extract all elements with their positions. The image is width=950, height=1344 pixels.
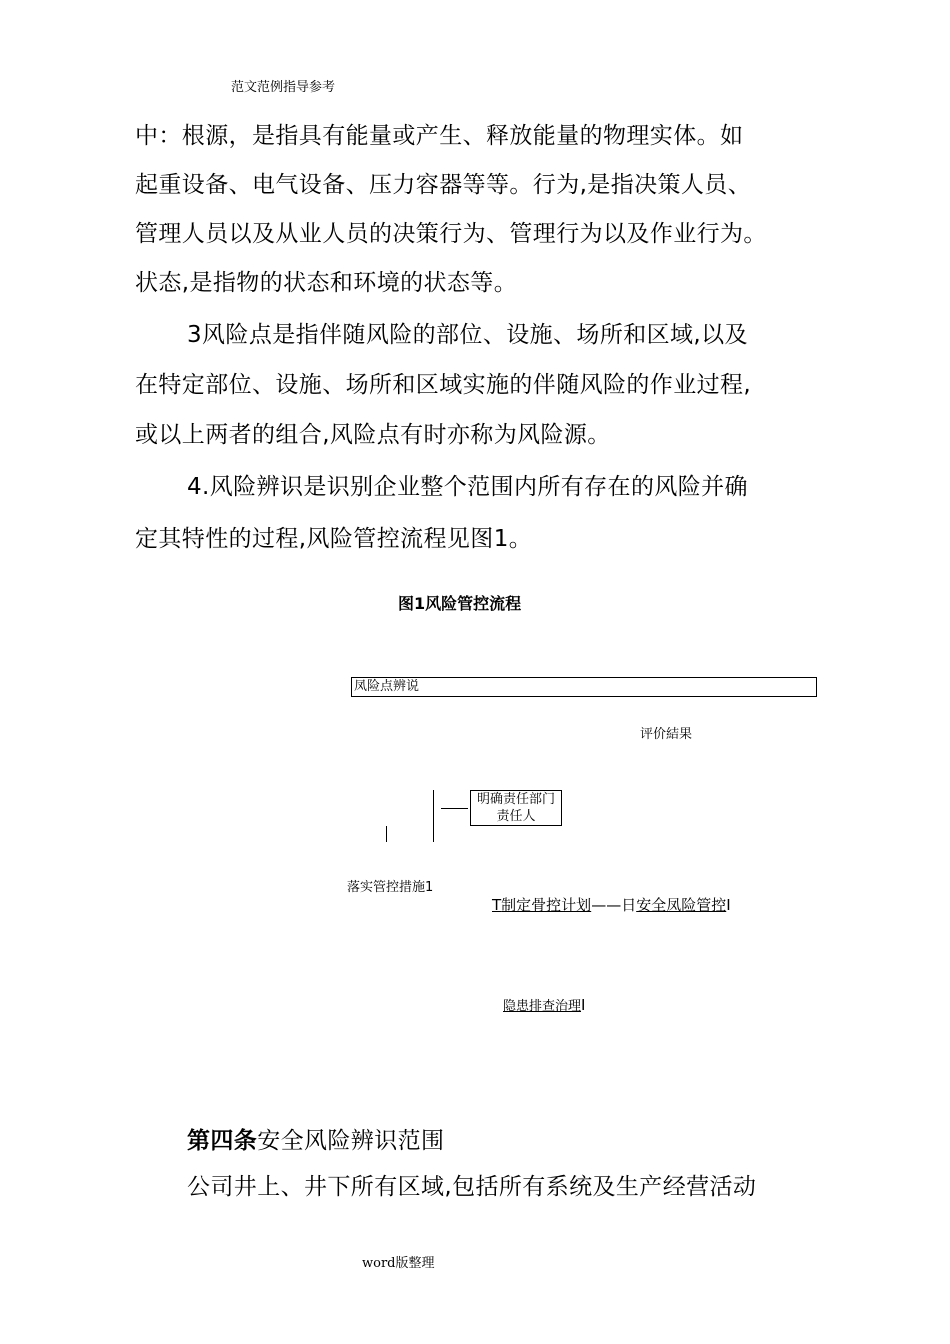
- body-line-2: 起重设备、电气设备、压力容器等等。行为,是指决策人员、: [135, 172, 752, 198]
- body-line-7: 或以上两者的组合,风险点有时亦称为风险源。: [135, 422, 611, 448]
- flow-hazard-suffix: I: [581, 996, 586, 1014]
- body-line-6: 在特定部位、设施、场所和区域实施的伴随风险的作业过程,: [135, 372, 752, 398]
- flow-plan-row: [492, 894, 731, 915]
- article-label: 第四条: [187, 1128, 258, 1154]
- flow-measures: 落实管控措施1: [347, 880, 434, 895]
- flow-safety-control: 安全凤险管控: [636, 896, 727, 914]
- flow-safety-suffix: I: [726, 896, 731, 914]
- figure-title: 图1风险管控流程: [398, 594, 522, 613]
- flow-connector-horizontal: [441, 808, 468, 809]
- flow-plan-link: ——日: [591, 896, 637, 914]
- body-line-5: 3风险点是指伴随风险的部位、设施、场所和区域,以及: [187, 322, 748, 348]
- body-line-8: 4.风险辨识是识别企业整个范围内所有存在的风险并确: [187, 474, 748, 500]
- body-line-9: 定其特性的过程,风险管控流程见图1。: [135, 526, 533, 552]
- flow-plan: 制定骨控计划: [501, 896, 592, 914]
- flow-hazard: 隐患排查治理: [503, 999, 582, 1014]
- article-heading: [187, 1122, 444, 1155]
- flow-box-risk-identification: 凤险点辨说: [351, 677, 817, 697]
- page-header: 范文范例指导参考: [231, 80, 336, 95]
- article-text: 公司井上、井下所有区域,包括所有系统及生产经营活动: [187, 1174, 757, 1200]
- flow-eval-result: 评价結果: [640, 727, 693, 742]
- flow-box-responsible: 明确责任部门责任人: [470, 790, 562, 826]
- flow-hazard-row: [503, 995, 585, 1014]
- body-line-1: 中：根源，是指具有能量或产生、释放能量的物理实体。如: [135, 123, 744, 149]
- page-footer: word版整理: [362, 1256, 435, 1271]
- flow-connector-vertical: [433, 790, 434, 842]
- flow-plan-prefix: T: [492, 896, 502, 914]
- body-line-3: 管理人员以及从业人员的决策行为、管理行为以及作业行为。: [135, 221, 767, 247]
- body-line-4: 状态,是指物的状态和环境的状态等。: [135, 270, 518, 296]
- article-title: 安全风险辨识范围: [257, 1128, 445, 1154]
- flow-connector-tick: [386, 826, 387, 842]
